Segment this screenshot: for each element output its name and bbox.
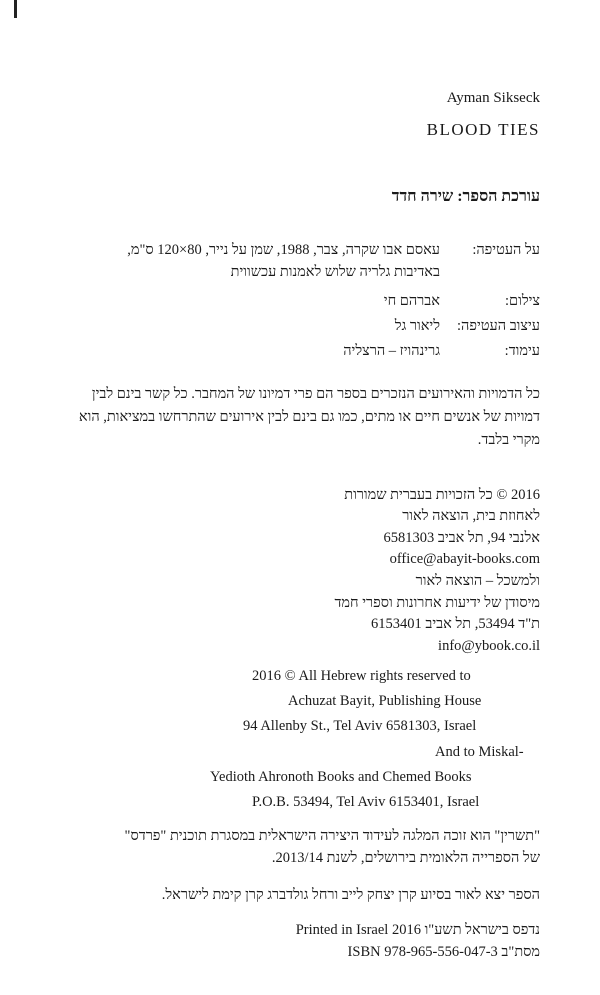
hebrew-rights-line: 2016 © כל הזכויות בעברית שמורות [344,487,540,503]
page-edge-mark [14,0,17,18]
english-rights-line: Yedioth Ahronoth Books and Chemed Books [210,769,472,785]
tashrin-grant-line: "תשרין" הוא זוכה המלגה לעידוד היצירה הישראלית במסגרת תוכנית "פרדס" [124,828,540,844]
credit-label-cover: על העטיפה: [472,242,540,258]
credit-value-cover: עאסם אבו שקרה, צבר, 1988, שמן על נייר, 80×120 ס"מ, [127,242,440,258]
english-rights-line: 2016 © All Hebrew rights reserved to [252,668,471,684]
hebrew-rights-line: לאחוזת בית, הוצאה לאור [402,508,540,524]
book-title: BLOOD TIES [426,120,540,139]
author-name: Ayman Sikseck [446,90,540,106]
fiction-disclaimer: כל הדמויות והאירועים הנזכרים בספר הם פרי דמיונו של המחבר. כל קשר בינם לבין דמויות של אנשים חיים או מתים, כמו גם בינם לבין אירועים שהתרחשו במציאות, הוא מקרי בלבד. [78,386,540,448]
credit-value-cover-design: ליאור גל [394,318,440,334]
credit-label-layout: עימוד: [504,343,540,359]
tashrin-grant-line: של הספרייה הלאומית בירושלים, לשנת 2013/14. [271,850,540,866]
credit-value-cover-courtesy: באדיבות גלריה שלוש לאמנות עכשווית [230,264,440,280]
english-rights-line: 94 Allenby St., Tel Aviv 6581303, Israel [243,718,477,734]
credit-label-cover-design: עיצוב העטיפה: [457,318,540,334]
hebrew-rights-line: אלנבי 94, תל אביב 6581303 [383,530,540,546]
editor-line: עורכת הספר: שירה חדד [391,188,540,205]
hebrew-rights-line: ת"ד 53494, תל אביב 6153401 [371,616,540,632]
isbn-line: מסת"ב ISBN 978-965-556-047-3 [347,944,540,960]
publisher-email: office@abayit-books.com [389,551,540,567]
english-rights-line: P.O.B. 53494, Tel Aviv 6153401, Israel [252,794,480,810]
hebrew-rights-line: ולמשכל – הוצאה לאור [415,573,540,589]
english-rights-line: Achuzat Bayit, Publishing House [288,693,482,709]
credit-value-layout: גרינהויז – הרצליה [343,343,440,359]
printed-in-israel: נדפס בישראל תשע"ו Printed in Israel 2016 [295,922,540,938]
hebrew-rights-line: מיסודן של ידיעות אחרונות וספרי חמד [334,595,540,611]
credit-value-photo: אברהם חי [383,293,440,309]
support-acknowledgement: הספר יצא לאור בסיוע קרן יצחק לייב ורחל גולדברג קרן קימת לישראל. [161,887,540,903]
credit-label-photo: צילום: [505,293,540,309]
english-rights-line: And to Miskal- [435,744,524,760]
miskal-email: info@ybook.co.il [438,638,540,654]
